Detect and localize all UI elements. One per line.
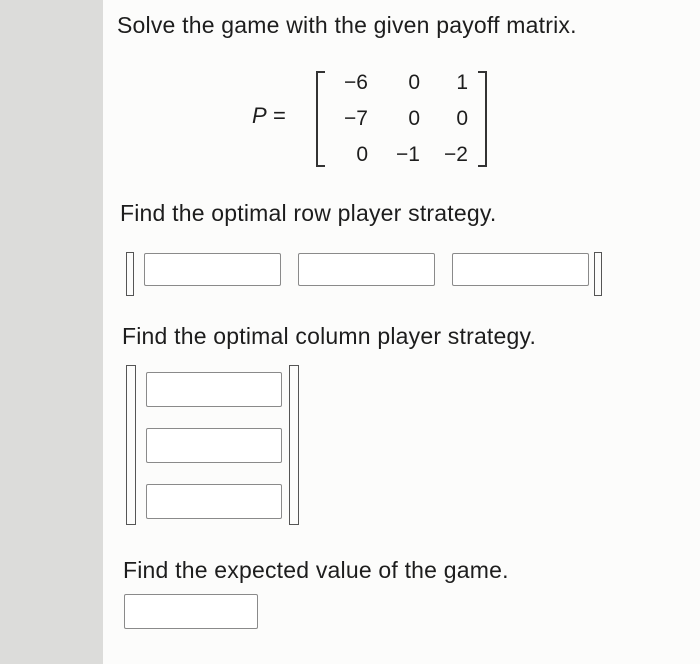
matrix-left-bracket (316, 71, 325, 167)
row-strategy-prompt: Find the optimal row player strategy. (120, 200, 497, 226)
row-strategy-field-2[interactable] (299, 254, 434, 285)
expected-value-input[interactable] (124, 594, 258, 629)
matrix-cell: −7 (344, 107, 368, 130)
matrix-cell: 0 (408, 71, 420, 94)
column-vector-left-bracket (126, 365, 136, 525)
matrix-cell: −2 (444, 143, 468, 166)
matrix-label: P (252, 103, 267, 128)
matrix-right-bracket (478, 71, 487, 167)
column-strategy-prompt: Find the optimal column player strategy. (122, 323, 537, 349)
row-strategy-field-1[interactable] (145, 254, 280, 285)
column-vector-right-bracket (289, 365, 299, 525)
matrix-cell: 0 (356, 143, 368, 166)
column-strategy-field-3[interactable] (147, 485, 281, 518)
row-vector-left-bracket (126, 252, 134, 296)
column-strategy-input-3[interactable] (146, 484, 282, 519)
matrix-cell: 1 (456, 71, 468, 94)
column-strategy-field-1[interactable] (147, 373, 281, 406)
row-strategy-input-2[interactable] (298, 253, 435, 286)
matrix-cell: 0 (456, 107, 468, 130)
row-vector-right-bracket (594, 252, 602, 296)
row-strategy-input-3[interactable] (452, 253, 589, 286)
matrix-equals-sign: = (273, 103, 286, 128)
column-strategy-field-2[interactable] (147, 429, 281, 462)
expected-value-field[interactable] (125, 595, 257, 628)
column-strategy-input-2[interactable] (146, 428, 282, 463)
matrix-cell: −6 (344, 71, 368, 94)
row-strategy-input-1[interactable] (144, 253, 281, 286)
row-strategy-field-3[interactable] (453, 254, 588, 285)
matrix-cell: 0 (408, 107, 420, 130)
expected-value-prompt: Find the expected value of the game. (123, 557, 509, 583)
column-strategy-input-1[interactable] (146, 372, 282, 407)
question-title: Solve the game with the given payoff matrix. (117, 12, 577, 38)
matrix-cell: −1 (396, 143, 420, 166)
